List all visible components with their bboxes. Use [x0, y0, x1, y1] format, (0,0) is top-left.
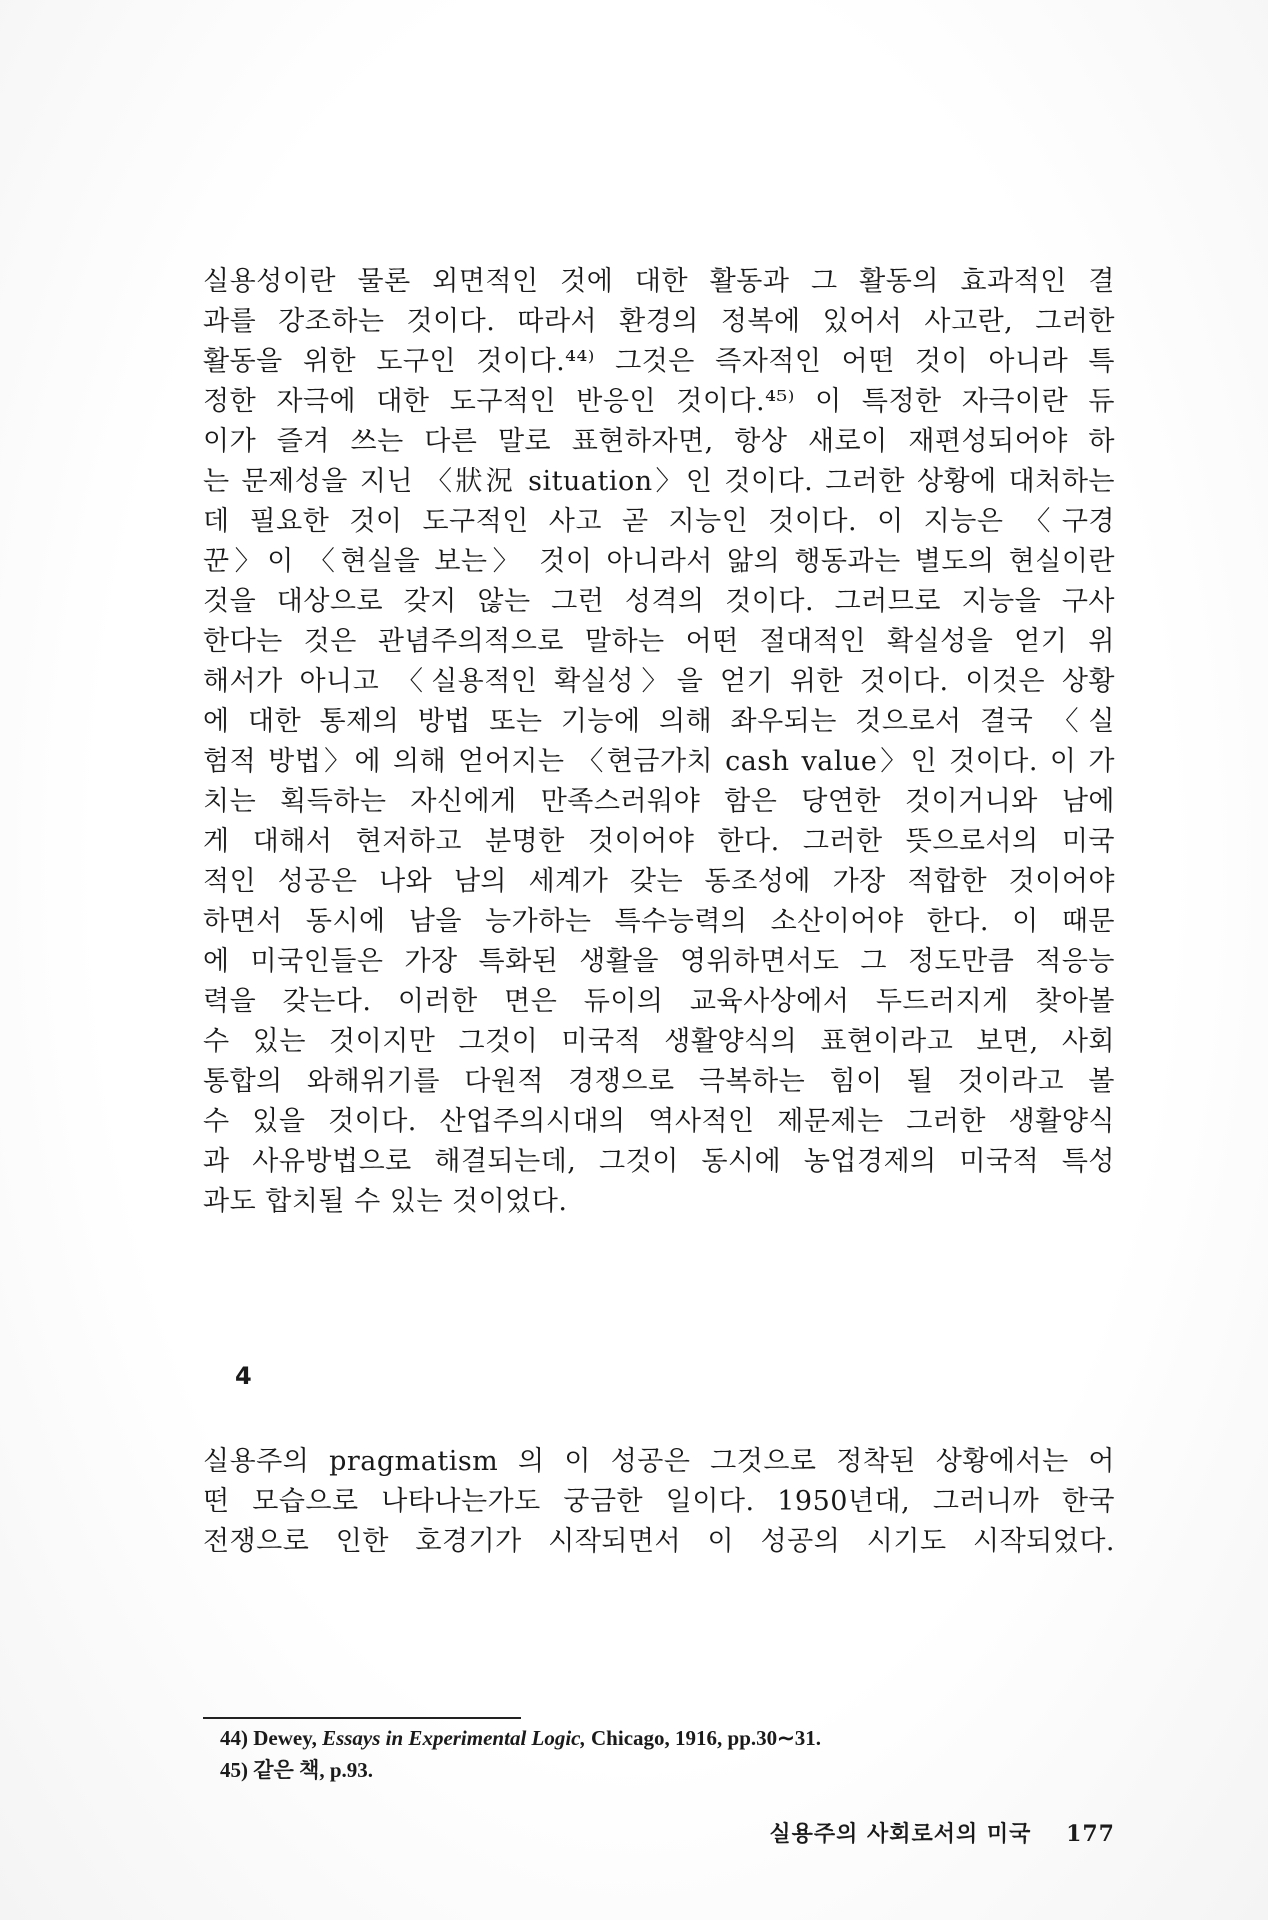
footnote-rest: p.93. [329, 1758, 374, 1782]
text-line: 에 미국인들은 가장 특화된 생활을 영위하면서도 그 정도만큼 적응능 [203, 946, 1115, 977]
footnote-title: Essays in Experimental Logic, [322, 1726, 586, 1750]
text-line: 이가 즐겨 쓰는 다른 말로 표현하자면, 항상 새로이 재편성되어야 하 [203, 426, 1115, 457]
text-line: 데 필요한 것이 도구적인 사고 곧 지능인 것이다. 이 지능은 〈구경 [203, 506, 1115, 537]
text-line: 하면서 동시에 남을 능가하는 특수능력의 소산이어야 한다. 이 때문 [203, 906, 1115, 937]
text-line: 과 사유방법으로 해결되는데, 그것이 동시에 농업경제의 미국적 특성 [203, 1146, 1115, 1177]
running-footer [725, 1817, 1115, 1848]
text-line: 한다는 것은 관념주의적으로 말하는 어떤 절대적인 확실성을 얻기 위 [203, 626, 1115, 657]
footnote-45 [220, 1754, 1100, 1786]
text-line: 험적 방법〉에 의해 얻어지는 〈현금가치 cash value〉인 것이다. 이 가 [203, 746, 1115, 777]
footnote-author: Dewey, [253, 1726, 317, 1750]
footnote-44 [220, 1722, 1100, 1754]
footnote-marker: 45) [220, 1758, 248, 1782]
text-line: 수 있는 것이지만 그것이 미국적 생활양식의 표현이라고 보면, 사회 [203, 1026, 1115, 1057]
text-line: 것을 대상으로 갖지 않는 그런 성격의 것이다. 그러므로 지능을 구사 [203, 586, 1115, 617]
text-line: 수 있을 것이다. 산업주의시대의 역사적인 제문제는 그러한 생활양식 [203, 1106, 1115, 1137]
footnotes [220, 1722, 1100, 1786]
text-line: 정한 자극에 대한 도구적인 반응인 것이다.⁴⁵⁾ 이 특정한 자극이란 듀 [203, 386, 1115, 417]
text-line: 적인 성공은 나와 남의 세계가 갖는 동조성에 가장 적합한 것이어야 [203, 866, 1115, 897]
text-line: 해서가 아니고 〈실용적인 확실성〉을 얻기 위한 것이다. 이것은 상황 [203, 666, 1115, 697]
text-line: 력을 갖는다. 이러한 면은 듀이의 교육사상에서 두드러지게 찾아볼 [203, 986, 1115, 1017]
footnote-rest: Chicago, 1916, pp.30∼31. [591, 1726, 821, 1750]
page-number: 177 [1066, 1821, 1115, 1847]
text-line: 에 대한 통제의 방법 또는 기능에 의해 좌우되는 것으로서 결국 〈실 [203, 706, 1115, 737]
text-line: 활동을 위한 도구인 것이다.⁴⁴⁾ 그것은 즉자적인 어떤 것이 아니라 특 [203, 346, 1115, 377]
footnote-rule [203, 1717, 521, 1719]
text-line: 전쟁으로 인한 호경기가 시작되면서 이 성공의 시기도 시작되었다. [203, 1526, 1115, 1557]
running-title: 실용주의 사회로서의 미국 [769, 1821, 1032, 1847]
text-line: 통합의 와해위기를 다원적 경쟁으로 극복하는 힘이 될 것이라고 볼 [203, 1066, 1115, 1097]
section-paragraph [203, 1442, 1115, 1562]
text-line: 게 대해서 현저하고 분명한 것이어야 한다. 그러한 뜻으로서의 미국 [203, 826, 1115, 857]
footnote-marker: 44) [220, 1726, 248, 1750]
text-line: 실용성이란 물론 외면적인 것에 대한 활동과 그 활동의 효과적인 결 [203, 266, 1115, 297]
text-line: 과도 합치될 수 있는 것이었다. [203, 1186, 568, 1217]
text-line: 떤 모습으로 나타나는가도 궁금한 일이다. 1950년대, 그러니까 한국 [203, 1486, 1115, 1517]
text-line: 꾼〉이 〈현실을 보는〉 것이 아니라서 앎의 행동과는 별도의 현실이란 [203, 546, 1115, 577]
section-number: 4 [235, 1362, 252, 1390]
text-line: 치는 획득하는 자신에게 만족스러워야 함은 당연한 것이거니와 남에 [203, 786, 1115, 817]
text-line: 실용주의 pragmatism 의 이 성공은 그것으로 정착된 상황에서는 어 [203, 1446, 1115, 1477]
text-line: 과를 강조하는 것이다. 따라서 환경의 정복에 있어서 사고란, 그러한 [203, 306, 1115, 337]
text-line: 는 문제성을 지닌 〈狀況 situation〉인 것이다. 그러한 상황에 대처하는 [203, 466, 1115, 497]
main-paragraph [203, 262, 1115, 1222]
footnote-author: 같은 책, [253, 1758, 325, 1782]
